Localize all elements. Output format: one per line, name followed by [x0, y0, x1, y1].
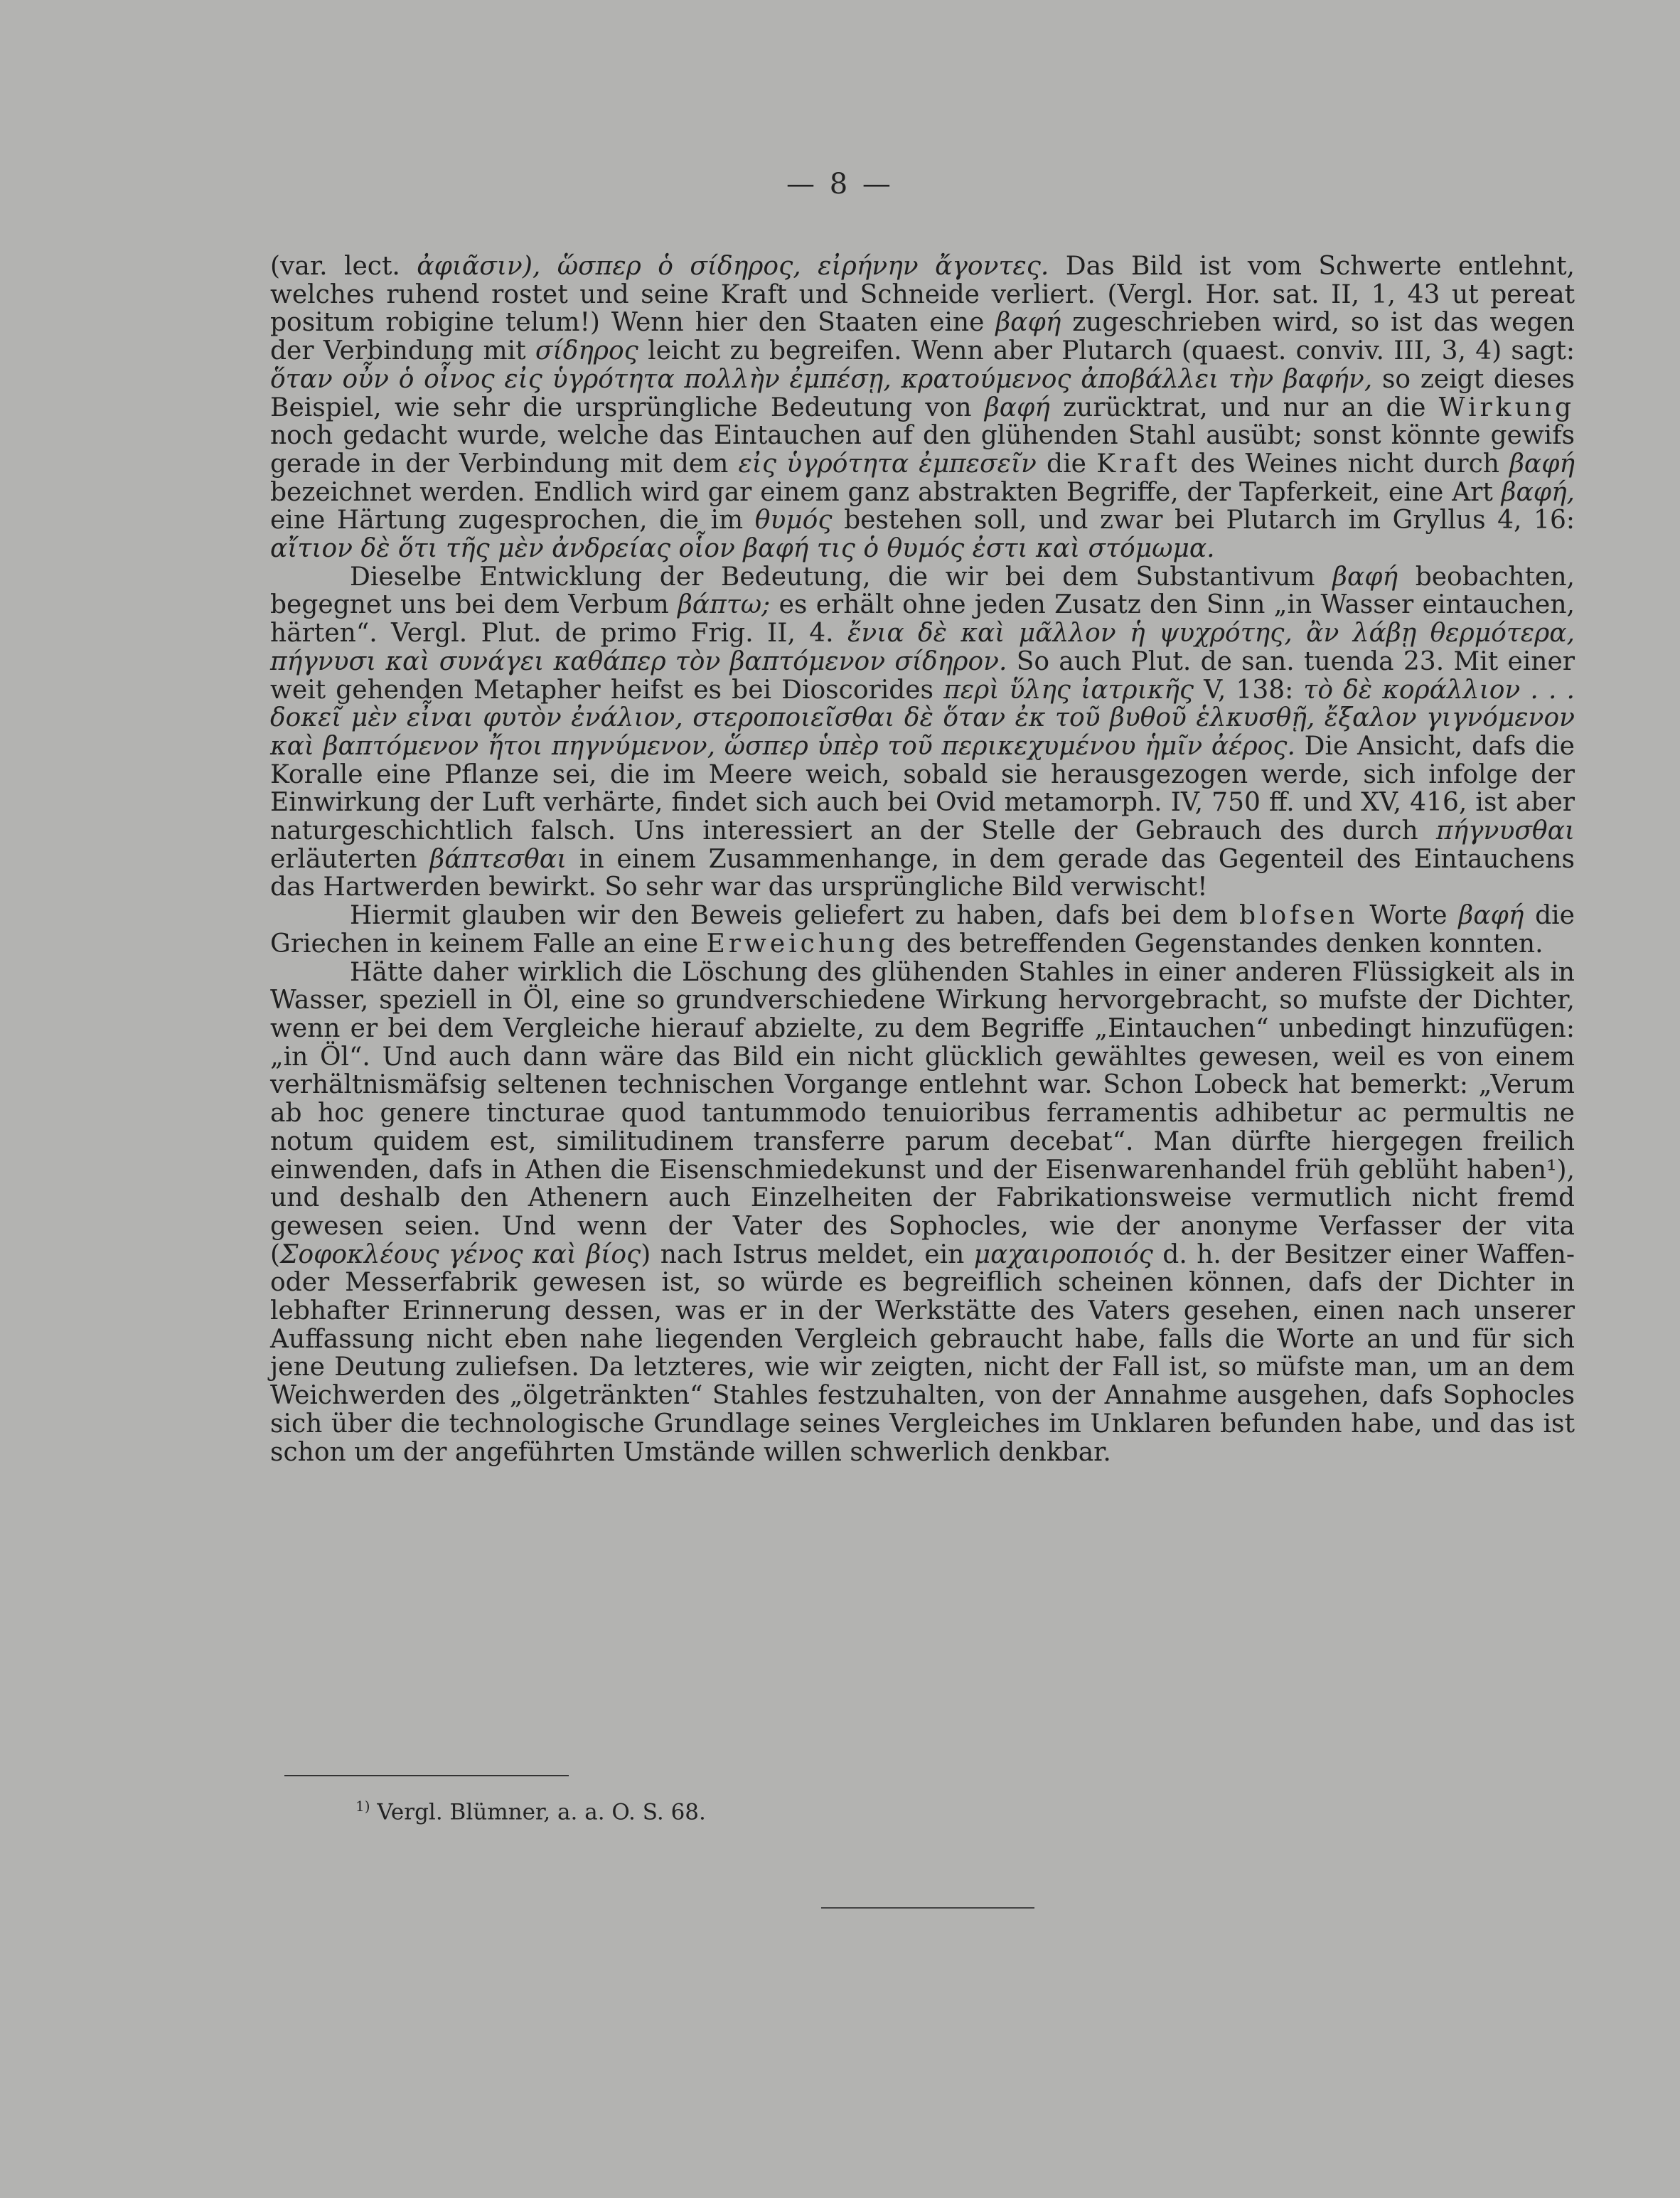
text-run: So auch Plut. de san. tuenda 23. Mit einer weit gehenden Metapher heifst es bei Dioscorides [270, 646, 1575, 705]
footnote [355, 1792, 706, 1826]
greek-text: βαφή [1458, 901, 1524, 931]
text-run: in einem Zusammenhange, in dem gerade das Gegenteil des Eintauchens das Hartwerden bewirkt. So sehr war das ursprüngliche Bild verwischt! [270, 844, 1575, 902]
body-text [270, 252, 1575, 1466]
footnote-marker: 1) [355, 1798, 370, 1815]
greek-text: βαφή [995, 308, 1061, 338]
greek-text: τὸ δὲ κοράλλιον . . . δοκεῖ μὲν εἶναι φυτὸν ἐνάλιον, στεροποιεῖσθαι δὲ ὅταν ἐκ τοῦ βυθοῦ ἑλκυσθῇ, ἔξαλον γιγνόμενον καὶ βαπτόμενον ἤτοι πηγνύμενον, ὥσπερ ὑπὲρ τοῦ περικεχυμένου ἡμῖν ἀέρος. [270, 675, 1575, 761]
text-run: (var. lect. [270, 252, 417, 281]
paragraph [270, 252, 1575, 563]
text-run: es erhält ohne jeden Zusatz den Sinn „in Wasser eintauchen, härten“. Vergl. Plut. de primo Frig. II, 4. [270, 590, 1575, 649]
spaced-emphasis: Erweichung [706, 929, 899, 959]
greek-text: Σοφοκλέους γένος καὶ βίος [280, 1239, 641, 1269]
text-run: d. h. der Besitzer einer Waffen- oder Messerfabrik gewesen ist, so würde es begreiflich scheinen können, dafs der Dichter in lebhafter Erinnerung dessen, was er in der Werkstätte des Vaters gesehen, einen nach unserer Auffassung nicht eben nahe liegenden Vergleich gebraucht habe, falls die Worte an und für sich jene Deutung zuliefsen. Da letzteres, wie wir zeigten, nicht der Fall ist, so müfste man, um an dem Weichwerden des „ölgetränkten“ Stahles festzuhalten, von der Annahme ausgehen, dafs Sophocles sich über die technologische Grundlage seines Vergleiches im Unklaren befunden habe, und das ist schon um der angeführten Umstände willen schwerlich denkbar. [270, 1239, 1575, 1467]
text-run: beobachten, begegnet uns bei dem Verbum [270, 562, 1575, 620]
end-divider [821, 1907, 1034, 1909]
text-run: ) nach Istrus meldet, ein [641, 1239, 974, 1269]
greek-text: ὅταν οὖν ὁ οἶνος εἰς ὑγρότητα πολλὴν ἐμπέσῃ, κρατούμενος ἀποβάλλει τὴν βαφήν, [270, 364, 1373, 394]
spaced-emphasis: Wirkung [1438, 393, 1575, 422]
paragraph [270, 563, 1575, 902]
text-run: zurücktrat, und nur an die [1049, 393, 1439, 422]
text-run: erläuterten [270, 844, 430, 874]
greek-text: εἰς ὑγρότητα ἐμπεσεῖν [738, 449, 1037, 479]
greek-text: μαχαιροποιός [973, 1239, 1153, 1269]
greek-text: βαφή [1509, 449, 1575, 479]
greek-text: ἔνια δὲ καὶ μᾶλλον ἡ ψυχρότης, ἂν λάβῃ θερμότερα, πήγνυσι καὶ συνάγει καθάπερ τὸν βαπτόμενον σίδηρον. [270, 619, 1575, 676]
greek-text: βαφή [984, 393, 1050, 422]
greek-text: βάπτω; [678, 590, 771, 620]
greek-text: ἀφιᾶσιν), ὥσπερ ὁ σίδηρος, εἰρήνην ἄγοντες. [417, 252, 1049, 281]
text-run: Das Bild ist vom Schwerte entlehnt, welches ruhend rostet und seine Kraft und Schneide verliert. (Vergl. Hor. sat. II, 1, 43 ut pereat positum robigine telum!) Wenn hier den Staaten eine [270, 252, 1575, 338]
greek-text: θυμός [754, 506, 833, 535]
footnote-divider [284, 1775, 569, 1776]
text-run: Hätte daher wirklich die Löschung des glühenden Stahles in einer anderen Flüssigkeit als in Wasser, speziell in Öl, eine so grundverschiedene Wirkung hervorgebracht, so mufste der Dichter, wenn er bei dem Vergleiche hierauf abzielte, zu dem Begriffe „Eintauchen“ unbedingt hinzufügen: „in Öl“. Und auch dann wäre das Bild ein nicht glücklich gewähltes gewesen, weil es von einem verhältnismäfsig seltenen technischen Vorgange entlehnt war. Schon Lobeck hat bemerkt: „Verum ab hoc genere tincturae quod tantummodo tenuioribus ferramentis adhibetur ac permultis ne notum quidem est, similitudinem transferre parum decebat“. Man dürfte hiergegen freilich einwenden, dafs in Athen die Eisenschmiedekunst und der Eisenwarenhandel früh geblüht haben¹), und deshalb den Athenern auch Einzelheiten der Fabrikationsweise vermutlich nicht fremd gewesen seien. Und wenn der Vater des Sophocles, wie der anonyme Verfasser der vita ( [270, 957, 1575, 1269]
text-run: leicht zu begreifen. Wenn aber Plutarch (quaest. conviv. III, 3, 4) sagt: [638, 336, 1575, 366]
footnote-text: Vergl. Blümner, a. a. O. S. 68. [370, 1799, 706, 1825]
text-run: Hiermit glauben wir den Beweis geliefert zu haben, dafs bei dem [350, 901, 1239, 931]
greek-text: περὶ ὕλης ἰατρικῆς [943, 675, 1194, 705]
text-run: noch gedacht wurde, welche das Eintauchen auf den glühenden Stahl ausübt; sonst könnte gewifs gerade in der Verbindung mit dem [270, 421, 1575, 479]
text-run: eine Härtung zugesprochen, die im [270, 506, 755, 535]
text-run: Dieselbe Entwicklung der Bedeutung, die wir bei dem Substantivum [350, 562, 1333, 592]
text-run: die [1036, 449, 1097, 479]
text-run: bezeichnet werden. Endlich wird gar einem ganz abstrakten Begriffe, der Tapferkeit, eine Art [270, 477, 1502, 507]
text-run: Die Ansicht, dafs die Koralle eine Pflanze sei, die im Meere weich, sobald sie herausgezogen werde, sich infolge der Einwirkung der Luft verhärte, findet sich auch bei Ovid metamorph. IV, 750 ff. und XV, 416, ist aber naturgeschichtlich falsch. Uns interessiert an der Stelle der Gebrauch des durch [270, 731, 1575, 846]
text-run: so zeigt dieses Beispiel, wie sehr die ursprüngliche Bedeutung von [270, 364, 1575, 422]
greek-text: βαφή, [1501, 477, 1575, 507]
text-run: Worte [1358, 901, 1459, 931]
greek-text: πήγνυσθαι [1435, 816, 1575, 846]
text-run: zugeschrieben wird, so ist das wegen der Verbindung mit [270, 308, 1575, 366]
spaced-emphasis: Kraft [1096, 449, 1181, 479]
text-run: V, 138: [1194, 675, 1304, 705]
paragraph [270, 959, 1575, 1467]
greek-text: βαφή [1332, 562, 1398, 592]
page-number: — 8 — [786, 168, 894, 201]
spaced-emphasis: blofsen [1238, 901, 1359, 931]
greek-text: αἴτιον δὲ ὅτι τῆς μὲν ἀνδρείας οἷον βαφή τις ὁ θυμός ἐστι καὶ στόμωμα. [270, 534, 1215, 564]
text-run: bestehen soll, und zwar bei Plutarch im Gryllus 4, 16: [832, 506, 1575, 535]
text-run: des betreffenden Gegenstandes denken konnten. [898, 929, 1543, 959]
greek-text: σίδηρος [535, 336, 638, 366]
text-run: die Griechen in keinem Falle an eine [270, 901, 1575, 959]
greek-text: βάπτεσθαι [429, 844, 567, 874]
paragraph [270, 902, 1575, 958]
text-run: des Weines nicht durch [1180, 449, 1510, 479]
